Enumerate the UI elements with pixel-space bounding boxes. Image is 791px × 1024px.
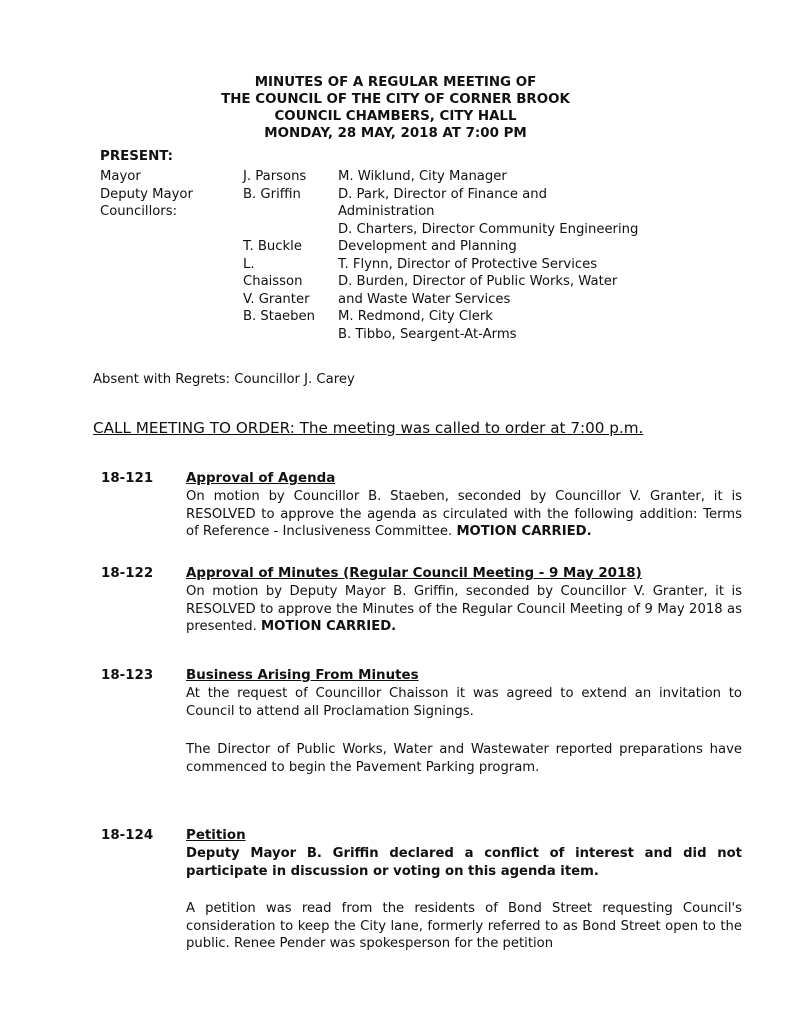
name-parsons: J. Parsons: [243, 169, 307, 184]
staff-line: D. Charters, Director Community Engineering: [338, 221, 639, 237]
item-body: [186, 685, 742, 720]
document-header: [0, 74, 791, 142]
staff-line: B. Tibbo, Seargent-At-Arms: [338, 326, 517, 342]
item-number: 18-123: [101, 668, 154, 683]
header-line-2: THE COUNCIL OF THE CITY OF CORNER BROOK: [221, 92, 570, 107]
header-line-1: MINUTES OF A REGULAR MEETING OF: [254, 75, 537, 90]
item-title: Approval of Agenda: [186, 471, 336, 486]
motion-result: MOTION CARRIED.: [261, 619, 397, 635]
present-names: [243, 168, 315, 326]
present-roles: [100, 168, 193, 221]
item-text: A petition was read from the residents of Bond Street requesting Council's consideration to keep the City lane, formerly referred to as Bond Street open to the public. Renee Pender was spokesperson for the petition: [186, 901, 742, 952]
motion-result: MOTION CARRIED.: [456, 524, 592, 540]
item-body-2: [186, 741, 742, 776]
item-text: On motion by Deputy Mayor B. Griffin, seconded by Councillor V. Granter, it is RESOLVED to approve the Minutes of the Regular Council Meeting of 9 May 2018 as presented.: [186, 584, 742, 635]
name-chaisson-initial: L.: [243, 256, 255, 272]
staff-line: D. Burden, Director of Public Works, Water: [338, 274, 618, 289]
item-text: At the request of Councillor Chaisson it was agreed to extend an invitation to Council to attend all Proclamation Signings.: [186, 686, 742, 719]
staff-line: Development and Planning: [338, 239, 517, 254]
call-to-order: CALL MEETING TO ORDER: The meeting was called to order at 7:00 p.m.: [93, 419, 644, 437]
item-title: Business Arising From Minutes: [186, 668, 419, 683]
name-buckle: T. Buckle: [243, 239, 302, 254]
item-body: [186, 583, 742, 636]
header-line-3: COUNCIL CHAMBERS, CITY HALL: [274, 109, 517, 124]
item-text: On motion by Councillor B. Staeben, seconded by Councillor V. Granter, it is RESOLVED to approve the agenda as circulated with the following addition: Terms of Reference - Inclusiveness Committee.: [186, 489, 742, 540]
item-title: Petition: [186, 828, 246, 843]
staff-line: D. Park, Director of Finance and: [338, 186, 547, 202]
role-councillors: Councillors:: [100, 204, 178, 219]
name-griffin: B. Griffin: [243, 186, 301, 202]
staff-line: M. Wiklund, City Manager: [338, 169, 507, 184]
present-staff: [338, 168, 638, 343]
item-bold-text: Deputy Mayor B. Griffin declared a conflict of interest and did not participate in discussion or voting on this agenda item.: [186, 846, 742, 879]
absent-with-regrets: Absent with Regrets: Councillor J. Carey: [93, 372, 355, 387]
item-body: [186, 488, 742, 541]
conflict-declaration: [186, 845, 742, 880]
item-number: 18-124: [101, 828, 154, 843]
header-line-4: MONDAY, 28 MAY, 2018 AT 7:00 PM: [264, 126, 527, 141]
item-title: Approval of Minutes (Regular Council Meeting - 9 May 2018): [186, 566, 642, 581]
item-number: 18-121: [101, 471, 154, 486]
item-text: The Director of Public Works, Water and Wastewater reported preparations have commenced to begin the Pavement Parking program.: [186, 742, 742, 775]
staff-line: and Waste Water Services: [338, 291, 511, 307]
role-mayor: Mayor: [100, 169, 141, 184]
staff-line: M. Redmond, City Clerk: [338, 309, 493, 324]
item-body: [186, 900, 742, 953]
role-deputy-mayor: Deputy Mayor: [100, 186, 193, 202]
staff-line: T. Flynn, Director of Protective Services: [338, 256, 598, 272]
name-staeben: B. Staeben: [243, 309, 316, 324]
staff-line: Administration: [338, 204, 435, 219]
name-granter: V. Granter: [243, 291, 310, 307]
present-heading: PRESENT:: [100, 149, 174, 164]
item-number: 18-122: [101, 566, 154, 581]
name-chaisson: Chaisson: [243, 274, 303, 289]
